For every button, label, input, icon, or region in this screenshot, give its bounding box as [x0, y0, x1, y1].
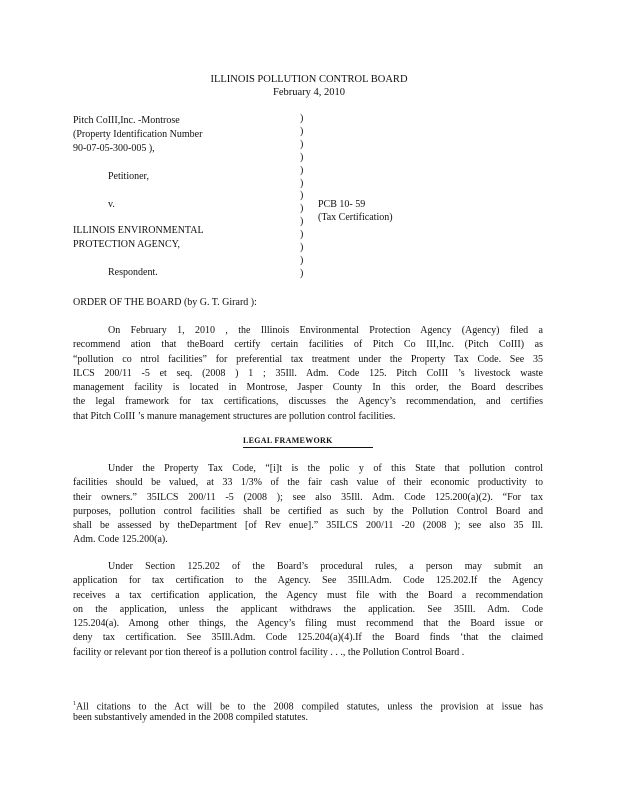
paragraph-section-125-202: Under Section 125.202 of the Board’s procedural rules, a person may submit an application for tax certification to the Agency. See 35Ill.Adm. Code 125.202.If the Agency receives a tax certification application, the Agency must file with the Board a recommendation on the application, unless the applicant withdraws the application. See 35Ill. Adm. Code 125.204(a). Among other things, the Agency’s filing must recommend that the Board issue or deny tax certification. See 35Ill.Adm. Code 125.204(a)(4).If the Board finds ‘that the claimed facility or relevant por tion thereof is a pollution control facility . . ., the Pollution Control Board .	[73, 561, 543, 658]
petitioner-name: Pitch CoIII,Inc. -Montrose	[73, 115, 180, 126]
section-heading-underline	[243, 447, 373, 448]
property-id-label: (Property Identification Number	[73, 129, 203, 140]
board-name: ILLINOIS POLLUTION CONTROL BOARD	[210, 74, 408, 85]
respondent-name-line2: PROTECTION AGENCY,	[73, 239, 181, 250]
order-date: February 4, 2010	[272, 87, 346, 98]
order-heading: ORDER OF THE BOARD (by G. T. Girard ):	[73, 297, 257, 308]
case-type: (Tax Certification)	[318, 212, 393, 223]
case-number: PCB 10- 59	[318, 199, 366, 210]
paragraph-intro: On February 1, 2010 , the Illinois Environmental Protection Agency (Agency) filed a recommend ation that theBoard certify certain facilities of Pitch Co III,Inc. (Pitch CoIII) as “pollution co ntrol facilities” for preferential tax treatment under the Property Tax Code. See 35 ILCS 200/11 -5 et seq. (2008 ) 1 ; 35Ill. Adm. Code 125. Pitch CoIII ’s livestock waste management facility is located in Montrose, Jasper County In this order, the Board describes the legal framework for tax certifications, discusses the Agency’s recommendation, and certifies that Pitch CoIII ’s manure management structures are pollution control facilities.	[73, 325, 543, 422]
respondent-role: Respondent.	[108, 267, 158, 278]
footnote: $^1$All citations to the Act will be to the 2008 compiled statutes, unless the provision at issue has been substantively amended in the 2008 compiled statutes.	[73, 701, 543, 724]
property-id-number: 90-07-05-300-005 ),	[73, 143, 155, 154]
paragraph-property-tax-code: Under the Property Tax Code, “[i]t is the polic y of this State that pollution control facilities should be valued, at 33 1/3% of the fair cash value of their economic productivity to their owners.” 35ILCS 200/11 -5 (2008 ); see also 35Ill. Adm. Code 125.200(a)(2). “For tax purposes, pollution control facilities shall be certified as such by the Pollution Control Board and shall be assessed by theDepartment [of Rev enue].” 35ILCS 200/11 -20 (2008 ); see also 35 Ill. Adm. Code 125.200(a).	[73, 463, 543, 546]
footnote-marker: 1	[73, 701, 76, 707]
caption-parentheses: ) ) ) ) ) ) ) ) ) ) ) ) )	[300, 113, 304, 279]
petitioner-role: Petitioner,	[108, 171, 149, 182]
section-heading-legal-framework: LEGAL FRAMEWORK	[243, 436, 333, 445]
respondent-name-line1: ILLINOIS ENVIRONMENTAL	[73, 225, 204, 236]
versus: v.	[108, 199, 115, 210]
